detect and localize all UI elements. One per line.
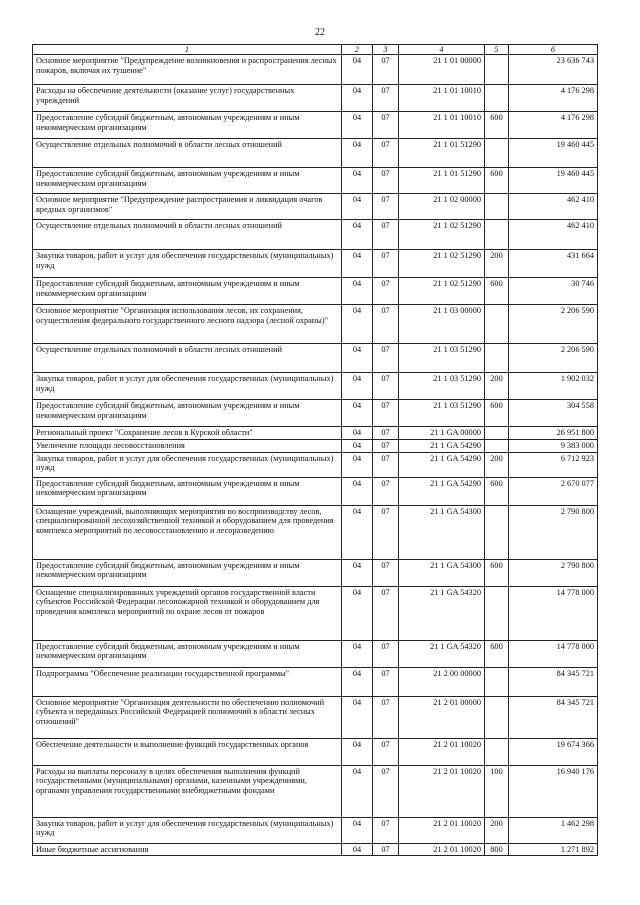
table-row (33, 168, 598, 194)
row-section-cell: 04 (342, 817, 373, 843)
row-amount-cell: 19 674 366 (509, 738, 598, 765)
row-expense-type-cell: 600 (485, 112, 509, 139)
row-subsection-cell: 07 (373, 843, 399, 855)
row-expense-type-cell (485, 667, 509, 696)
table-row (33, 85, 598, 112)
row-subsection-cell: 07 (373, 250, 399, 278)
row-subsection-cell: 07 (373, 112, 399, 139)
row-section-cell: 04 (342, 250, 373, 278)
row-name-cell: Осуществление отдельных полномочий в области лесных отношений (33, 139, 342, 168)
row-target-code-cell: 21 1 03 51290 (399, 344, 485, 373)
row-section-cell: 04 (342, 440, 373, 452)
row-subsection-cell: 07 (373, 168, 399, 194)
row-amount-cell: 16 940 176 (509, 765, 598, 817)
row-expense-type-cell: 600 (485, 640, 509, 667)
row-name-cell: Увеличение площади лесовосстановления (33, 440, 342, 452)
row-target-code-cell: 21 2 01 10020 (399, 765, 485, 817)
row-target-code-cell: 21 1 01 51290 (399, 139, 485, 168)
row-subsection-cell: 07 (373, 440, 399, 452)
row-section-cell: 04 (342, 139, 373, 168)
row-section-cell: 04 (342, 55, 373, 85)
row-subsection-cell: 07 (373, 55, 399, 85)
row-subsection-cell: 07 (373, 400, 399, 427)
row-target-code-cell: 21 1 01 10010 (399, 85, 485, 112)
row-target-code-cell: 21 2 01 10020 (399, 738, 485, 765)
row-subsection-cell: 07 (373, 586, 399, 640)
row-expense-type-cell (485, 139, 509, 168)
row-amount-cell: 1 271 892 (509, 843, 598, 855)
row-amount-cell: 4 176 298 (509, 112, 598, 139)
header-col-2: 2 (342, 45, 373, 55)
row-name-cell: Предоставление субсидий бюджетным, автономным учреждениям и иным некоммерческим организациям (33, 168, 342, 194)
table-row (33, 586, 598, 640)
row-name-cell: Предоставление субсидий бюджетным, автономным учреждениям и иным некоммерческим организациям (33, 400, 342, 427)
row-expense-type-cell (485, 440, 509, 452)
row-section-cell: 04 (342, 220, 373, 250)
row-section-cell: 04 (342, 305, 373, 344)
row-amount-cell: 2 206 590 (509, 344, 598, 373)
table-row (33, 817, 598, 843)
row-name-cell: Предоставление субсидий бюджетным, автономным учреждениям и иным некоммерческим организациям (33, 559, 342, 586)
row-expense-type-cell (485, 696, 509, 738)
row-name-cell: Расходы на выплаты персоналу в целях обеспечения выполнения функций государственными (муниципальными) органами, казенными учреждениями, органами управления государственными внебюджетными фондами (33, 765, 342, 817)
row-expense-type-cell (485, 738, 509, 765)
row-name-cell: Оснащение учреждений, выполняющих мероприятия по воспроизводству лесов, специализированной лесохозяйственной техникой и оборудованием для проведения комплекса мероприятий по лесовосстановлению и лесоразведению (33, 505, 342, 559)
header-col-4: 4 (399, 45, 485, 55)
row-section-cell: 04 (342, 112, 373, 139)
row-expense-type-cell (485, 194, 509, 220)
row-target-code-cell: 21 1 03 51290 (399, 373, 485, 400)
row-name-cell: Основное мероприятие "Предупреждение возникновения и распространения лесных пожаров, включая их тушение" (33, 55, 342, 85)
row-name-cell: Закупка товаров, работ и услуг для обеспечения государственных (муниципальных) нужд (33, 452, 342, 477)
row-amount-cell: 84 345 721 (509, 696, 598, 738)
row-target-code-cell: 21 1 GA 54300 (399, 559, 485, 586)
row-target-code-cell: 21 1 01 51290 (399, 168, 485, 194)
row-target-code-cell: 21 1 02 51290 (399, 220, 485, 250)
row-name-cell: Закупка товаров, работ и услуг для обеспечения государственных (муниципальных) нужд (33, 817, 342, 843)
row-subsection-cell: 07 (373, 559, 399, 586)
row-expense-type-cell (485, 85, 509, 112)
row-amount-cell: 19 460 445 (509, 139, 598, 168)
row-name-cell: Закупка товаров, работ и услуг для обеспечения государственных (муниципальных) нужд (33, 250, 342, 278)
table-row (33, 640, 598, 667)
table-row (33, 250, 598, 278)
row-name-cell: Обеспечение деятельности и выполнение функций государственных органов (33, 738, 342, 765)
row-amount-cell: 2 790 800 (509, 505, 598, 559)
row-amount-cell: 304 558 (509, 400, 598, 427)
row-name-cell: Предоставление субсидий бюджетным, автономным учреждениям и иным некоммерческим организациям (33, 278, 342, 305)
table-row (33, 344, 598, 373)
row-subsection-cell: 07 (373, 305, 399, 344)
table-row (33, 112, 598, 139)
table-row (33, 139, 598, 168)
row-amount-cell: 1 462 298 (509, 817, 598, 843)
row-section-cell: 04 (342, 278, 373, 305)
row-expense-type-cell: 600 (485, 477, 509, 505)
row-target-code-cell: 21 2 00 00000 (399, 667, 485, 696)
table-row (33, 373, 598, 400)
table-row (33, 440, 598, 452)
row-target-code-cell: 21 1 GA 54320 (399, 586, 485, 640)
row-section-cell: 04 (342, 452, 373, 477)
row-target-code-cell: 21 1 GA 54290 (399, 440, 485, 452)
row-section-cell: 04 (342, 738, 373, 765)
row-subsection-cell: 07 (373, 765, 399, 817)
row-amount-cell: 23 636 743 (509, 55, 598, 85)
row-section-cell: 04 (342, 427, 373, 440)
row-target-code-cell: 21 1 01 00000 (399, 55, 485, 85)
table-row (33, 738, 598, 765)
row-expense-type-cell: 200 (485, 817, 509, 843)
row-name-cell: Иные бюджетные ассигнования (33, 843, 342, 855)
row-amount-cell: 2 790 800 (509, 559, 598, 586)
row-expense-type-cell (485, 220, 509, 250)
table-row (33, 452, 598, 477)
row-expense-type-cell (485, 55, 509, 85)
row-target-code-cell: 21 1 03 51290 (399, 400, 485, 427)
row-amount-cell: 2 670 077 (509, 477, 598, 505)
row-expense-type-cell: 600 (485, 400, 509, 427)
row-expense-type-cell: 600 (485, 559, 509, 586)
table-row (33, 843, 598, 855)
row-target-code-cell: 21 1 02 00000 (399, 194, 485, 220)
row-section-cell: 04 (342, 477, 373, 505)
row-subsection-cell: 07 (373, 696, 399, 738)
row-amount-cell: 431 664 (509, 250, 598, 278)
page-number: 22 (315, 27, 325, 38)
row-name-cell: Региональный проект "Сохранение лесов в Курской области" (33, 427, 342, 440)
row-subsection-cell: 07 (373, 477, 399, 505)
row-section-cell: 04 (342, 400, 373, 427)
row-subsection-cell: 07 (373, 452, 399, 477)
row-name-cell: Оснащение специализированных учреждений органов государственной власти субъектов Российской Федерации лесопожарной техникой и оборудованием для проведения комплекса мероприятий по охране лесов от пожаров (33, 586, 342, 640)
row-subsection-cell: 07 (373, 505, 399, 559)
row-section-cell: 04 (342, 843, 373, 855)
row-expense-type-cell: 200 (485, 373, 509, 400)
row-section-cell: 04 (342, 667, 373, 696)
row-amount-cell: 30 746 (509, 278, 598, 305)
row-section-cell: 04 (342, 194, 373, 220)
table-header-row (33, 45, 598, 55)
row-target-code-cell: 21 1 GA 54290 (399, 477, 485, 505)
row-subsection-cell: 07 (373, 85, 399, 112)
row-name-cell: Основное мероприятие "Организация использования лесов, их сохранения, осуществления федерального государственного лесного надзора (лесной охраны)" (33, 305, 342, 344)
row-amount-cell: 1 902 032 (509, 373, 598, 400)
row-target-code-cell: 21 1 GA 00000 (399, 427, 485, 440)
row-name-cell: Предоставление субсидий бюджетным, автономным учреждениям и иным некоммерческим организациям (33, 477, 342, 505)
row-section-cell: 04 (342, 344, 373, 373)
row-amount-cell: 9 383 000 (509, 440, 598, 452)
row-subsection-cell: 07 (373, 194, 399, 220)
row-target-code-cell: 21 2 01 00000 (399, 696, 485, 738)
row-expense-type-cell (485, 305, 509, 344)
table-row (33, 667, 598, 696)
row-amount-cell: 14 778 000 (509, 640, 598, 667)
row-target-code-cell: 21 1 02 51290 (399, 250, 485, 278)
row-amount-cell: 6 712 923 (509, 452, 598, 477)
row-amount-cell: 4 176 298 (509, 85, 598, 112)
header-col-3: 3 (373, 45, 399, 55)
table-row (33, 220, 598, 250)
row-name-cell: Предоставление субсидий бюджетным, автономным учреждениям и иным некоммерческим организациям (33, 640, 342, 667)
row-section-cell: 04 (342, 505, 373, 559)
header-col-6: 6 (509, 45, 598, 55)
table-row (33, 400, 598, 427)
table-row (33, 477, 598, 505)
row-name-cell: Подпрограмма "Обеспечение реализации государственной программы" (33, 667, 342, 696)
table-row (33, 559, 598, 586)
row-section-cell: 04 (342, 696, 373, 738)
row-section-cell: 04 (342, 373, 373, 400)
row-subsection-cell: 07 (373, 220, 399, 250)
row-expense-type-cell: 200 (485, 452, 509, 477)
row-target-code-cell: 21 1 01 10010 (399, 112, 485, 139)
row-section-cell: 04 (342, 765, 373, 817)
row-target-code-cell: 21 1 02 51290 (399, 278, 485, 305)
row-section-cell: 04 (342, 640, 373, 667)
row-subsection-cell: 07 (373, 139, 399, 168)
row-section-cell: 04 (342, 85, 373, 112)
table-row (33, 427, 598, 440)
header-col-5: 5 (485, 45, 509, 55)
row-name-cell: Осуществление отдельных полномочий в области лесных отношений (33, 220, 342, 250)
table-row (33, 305, 598, 344)
row-expense-type-cell: 100 (485, 765, 509, 817)
row-name-cell: Основное мероприятие "Предупреждение распространения и ликвидация очагов вредных организмов" (33, 194, 342, 220)
row-subsection-cell: 07 (373, 373, 399, 400)
row-subsection-cell: 07 (373, 344, 399, 373)
row-target-code-cell: 21 2 01 10020 (399, 843, 485, 855)
budget-table (32, 44, 598, 856)
row-subsection-cell: 07 (373, 817, 399, 843)
table-row (33, 194, 598, 220)
header-col-1: 1 (33, 45, 342, 55)
row-expense-type-cell (485, 505, 509, 559)
row-amount-cell: 19 460 445 (509, 168, 598, 194)
row-amount-cell: 14 778 000 (509, 586, 598, 640)
row-expense-type-cell (485, 344, 509, 373)
row-name-cell: Закупка товаров, работ и услуг для обеспечения государственных (муниципальных) нужд (33, 373, 342, 400)
row-section-cell: 04 (342, 168, 373, 194)
row-expense-type-cell (485, 427, 509, 440)
row-subsection-cell: 07 (373, 427, 399, 440)
row-amount-cell: 462 410 (509, 220, 598, 250)
row-name-cell: Предоставление субсидий бюджетным, автономным учреждениям и иным некоммерческим организациям (33, 112, 342, 139)
row-subsection-cell: 07 (373, 667, 399, 696)
row-expense-type-cell: 800 (485, 843, 509, 855)
row-target-code-cell: 21 1 GA 54290 (399, 452, 485, 477)
row-name-cell: Осуществление отдельных полномочий в области лесных отношений (33, 344, 342, 373)
table-row (33, 55, 598, 85)
row-subsection-cell: 07 (373, 738, 399, 765)
row-subsection-cell: 07 (373, 278, 399, 305)
row-target-code-cell: 21 1 GA 54320 (399, 640, 485, 667)
row-section-cell: 04 (342, 559, 373, 586)
table-row (33, 505, 598, 559)
row-subsection-cell: 07 (373, 640, 399, 667)
row-section-cell: 04 (342, 586, 373, 640)
row-amount-cell: 2 206 590 (509, 305, 598, 344)
table-row (33, 696, 598, 738)
row-expense-type-cell: 600 (485, 168, 509, 194)
row-expense-type-cell: 600 (485, 278, 509, 305)
row-target-code-cell: 21 2 01 10020 (399, 817, 485, 843)
row-target-code-cell: 21 1 GA 54300 (399, 505, 485, 559)
row-name-cell: Расходы на обеспечение деятельности (оказание услуг) государственных учреждений (33, 85, 342, 112)
row-expense-type-cell (485, 586, 509, 640)
row-amount-cell: 462 410 (509, 194, 598, 220)
row-expense-type-cell: 200 (485, 250, 509, 278)
row-amount-cell: 84 345 721 (509, 667, 598, 696)
table-row (33, 278, 598, 305)
row-name-cell: Основное мероприятие "Организация деятельности по обеспечению полномочий субъекта и переданных Российской Федерацией полномочий в области лесных отношений" (33, 696, 342, 738)
table-row (33, 765, 598, 817)
row-target-code-cell: 21 1 03 00000 (399, 305, 485, 344)
row-amount-cell: 26 951 800 (509, 427, 598, 440)
